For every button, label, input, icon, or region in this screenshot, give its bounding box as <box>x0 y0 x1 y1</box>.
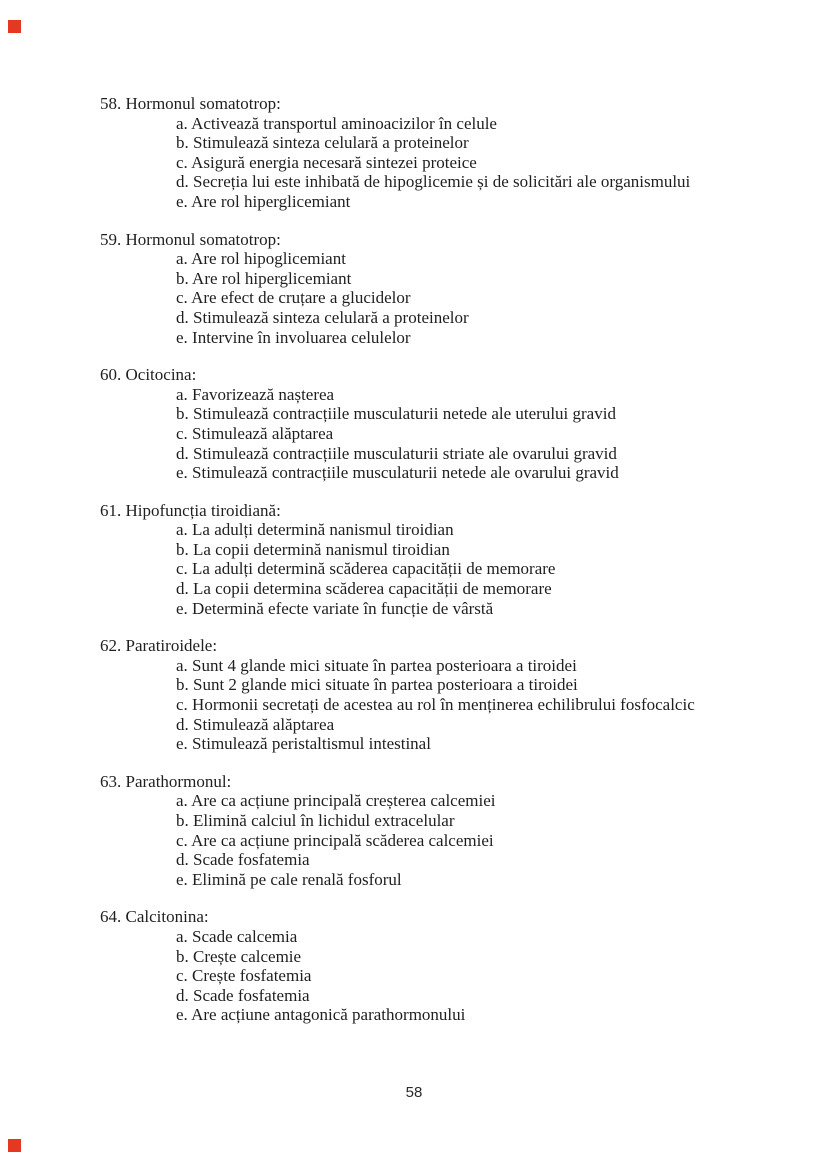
answer-option: c. Stimulează alăptarea <box>176 423 334 443</box>
answer-options <box>100 385 810 483</box>
answer-option: d. Scade fosfatemia <box>176 850 310 870</box>
question-block <box>100 772 810 890</box>
answer-option: a. Activează transportul aminoacizilor în celule <box>176 113 497 133</box>
answer-option: a. Scade calcemia <box>176 926 298 946</box>
answer-option: d. La copii determina scăderea capacității de memorare <box>176 579 552 599</box>
answer-options <box>100 656 810 754</box>
question-block <box>100 907 810 1025</box>
red-corner-marker-top <box>8 20 21 33</box>
answer-option: e. Stimulează peristaltismul intestinal <box>176 734 431 754</box>
answer-option: c. Asigură energia necesară sintezei proteice <box>176 152 477 172</box>
answer-option: a. Sunt 4 glande mici situate în partea posterioara a tiroidei <box>176 655 577 675</box>
question-title-line <box>100 501 810 521</box>
question-title: Hormonul somatotrop: <box>125 94 281 113</box>
answer-option: b. Stimulează sinteza celulară a proteinelor <box>176 133 469 153</box>
question-number: 58. <box>100 94 122 113</box>
answer-option: b. Sunt 2 glande mici situate în partea posterioara a tiroidei <box>176 675 578 695</box>
answer-option: b. Crește calcemie <box>176 946 302 966</box>
question-title: Calcitonina: <box>125 907 209 927</box>
answer-options <box>100 114 810 212</box>
answer-options <box>100 927 810 1025</box>
page-number: 58 <box>405 1084 423 1101</box>
question-title: Parathormonul: <box>125 771 232 791</box>
question-number: 59. <box>100 229 122 249</box>
question-title-line <box>100 907 810 927</box>
answer-option: d. Stimulează alăptarea <box>176 714 335 734</box>
answer-option: e. Are acțiune antagonică parathormonului <box>176 1005 466 1025</box>
question-title: Hipofuncția tiroidiană: <box>125 500 281 520</box>
answer-options <box>100 791 810 889</box>
question-number: 60. <box>100 365 122 385</box>
question-block <box>100 636 810 754</box>
question-number: 64. <box>100 907 122 927</box>
answer-options <box>100 520 810 618</box>
questions-list <box>100 94 810 1043</box>
question-title-line <box>100 230 810 250</box>
answer-option: c. Are efect de cruțare a glucidelor <box>176 288 411 308</box>
answer-option: b. Elimină calciul în lichidul extracelular <box>176 811 455 830</box>
question-number: 61. <box>100 500 122 520</box>
answer-option: c. Are ca acțiune principală scăderea calcemiei <box>176 830 494 850</box>
question-number: 62. <box>100 636 122 656</box>
answer-option: c. La adulți determină scăderea capacității de memorare <box>176 559 556 579</box>
question-block <box>100 94 810 212</box>
question-title-line <box>100 636 810 656</box>
answer-option: e. Stimulează contracțiile musculaturii netede ale ovarului gravid <box>176 463 619 483</box>
answer-option: a. La adulți determină nanismul tiroidian <box>176 520 454 540</box>
question-number: 63. <box>100 771 122 791</box>
answer-option: e. Elimină pe cale renală fosforul <box>176 869 402 889</box>
answer-option: b. Are rol hiperglicemiant <box>176 268 352 288</box>
question-title-line <box>100 772 810 792</box>
question-title: Paratiroidele: <box>125 636 218 656</box>
question-block <box>100 501 810 619</box>
question-title-line <box>100 365 810 385</box>
answer-option: e. Determină efecte variate în funcție de vârstă <box>176 598 494 618</box>
answer-option: a. Are ca acțiune principală creșterea calcemiei <box>176 791 496 811</box>
answer-option: a. Favorizează nașterea <box>176 384 335 404</box>
question-title: Hormonul somatotrop: <box>125 229 281 249</box>
answer-options <box>100 249 810 347</box>
answer-option: e. Intervine în involuarea celulelor <box>176 327 411 347</box>
answer-option: d. Stimulează sinteza celulară a proteinelor <box>176 307 469 327</box>
answer-option: c. Hormonii secretați de acestea au rol în menținerea echilibrului fosfocalcic <box>176 695 695 715</box>
answer-option: b. La copii determină nanismul tiroidian <box>176 539 450 559</box>
question-title: Ocitocina: <box>125 365 197 385</box>
answer-option: a. Are rol hipoglicemiant <box>176 249 346 269</box>
answer-option: e. Are rol hiperglicemiant <box>176 191 351 211</box>
answer-option: d. Stimulează contracțiile musculaturii striate ale ovarului gravid <box>176 443 617 463</box>
question-block <box>100 365 810 483</box>
answer-option: c. Crește fosfatemia <box>176 966 312 986</box>
red-corner-marker-bottom <box>8 1139 21 1152</box>
answer-option: d. Scade fosfatemia <box>176 985 310 1005</box>
question-title-line <box>100 94 810 114</box>
answer-option: b. Stimulează contracțiile musculaturii netede ale uterului gravid <box>176 404 616 424</box>
answer-option: d. Secreția lui este inhibată de hipoglicemie și de solicitări ale organismului <box>176 172 691 192</box>
question-block <box>100 230 810 348</box>
